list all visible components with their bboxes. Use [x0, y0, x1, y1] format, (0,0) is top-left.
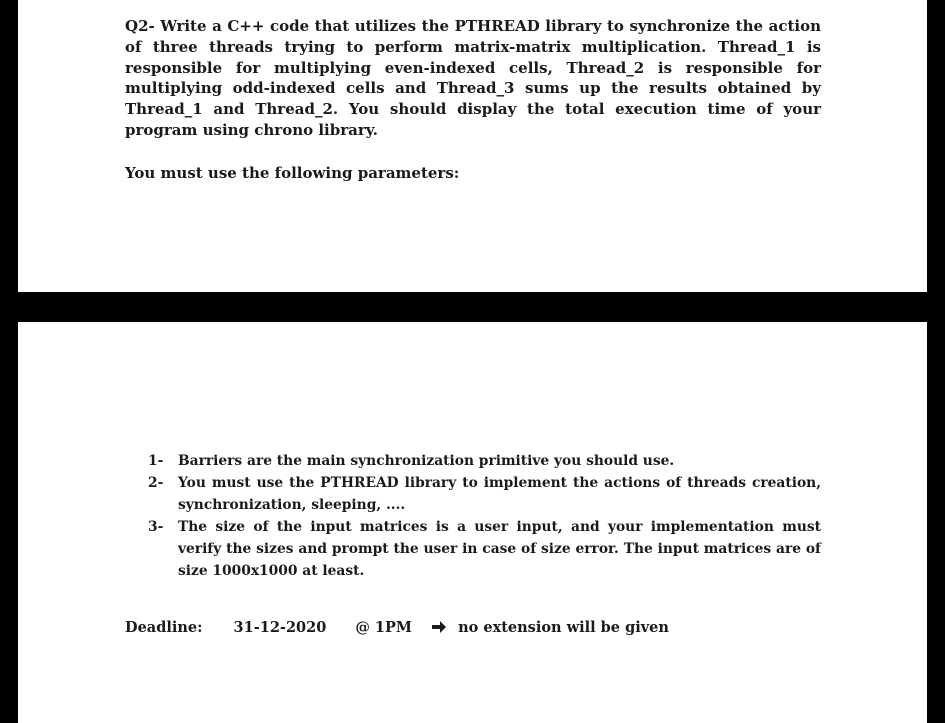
deadline-label: Deadline:: [125, 619, 203, 636]
parameters-heading: You must use the following parameters:: [125, 164, 460, 182]
question-text: Q2- Write a C++ code that utilizes the PTHREAD library to synchronize the action of three threads trying to perform matrix-matrix multiplication. Thread_1 is responsible for multiplying even-indexed cells, Thread_2 is responsible for multiplying odd-indexed cells and Thread_3 sums up the results obtained by Thread_1 and Thread_2. You should display the total execution time of your program using chrono library.: [125, 17, 821, 139]
list-item-number: 3-: [148, 519, 164, 535]
requirements-list: [148, 450, 821, 582]
list-item: [148, 472, 821, 516]
list-item-text: The size of the input matrices is a user input, and your implementation must verify the sizes and prompt the user in case of size error. The input matrices are of size 1000x1000 at least.: [178, 519, 821, 579]
document-page-bottom: [18, 322, 927, 723]
list-item-number: 1-: [148, 453, 164, 469]
right-arrow-icon: [431, 620, 447, 640]
deadline-time: @ 1PM: [355, 619, 412, 636]
list-item-number: 2-: [148, 475, 164, 491]
list-item-text: You must use the PTHREAD library to implement the actions of threads creation, synchronization, sleeping, ....: [178, 475, 821, 513]
list-item-text: Barriers are the main synchronization primitive you should use.: [178, 453, 675, 469]
list-item: [148, 516, 821, 582]
deadline-line: [125, 618, 669, 640]
deadline-note: no extension will be given: [458, 619, 669, 636]
deadline-date: 31-12-2020: [233, 619, 327, 636]
list-item: [148, 450, 821, 472]
document-page-top: [18, 0, 927, 292]
